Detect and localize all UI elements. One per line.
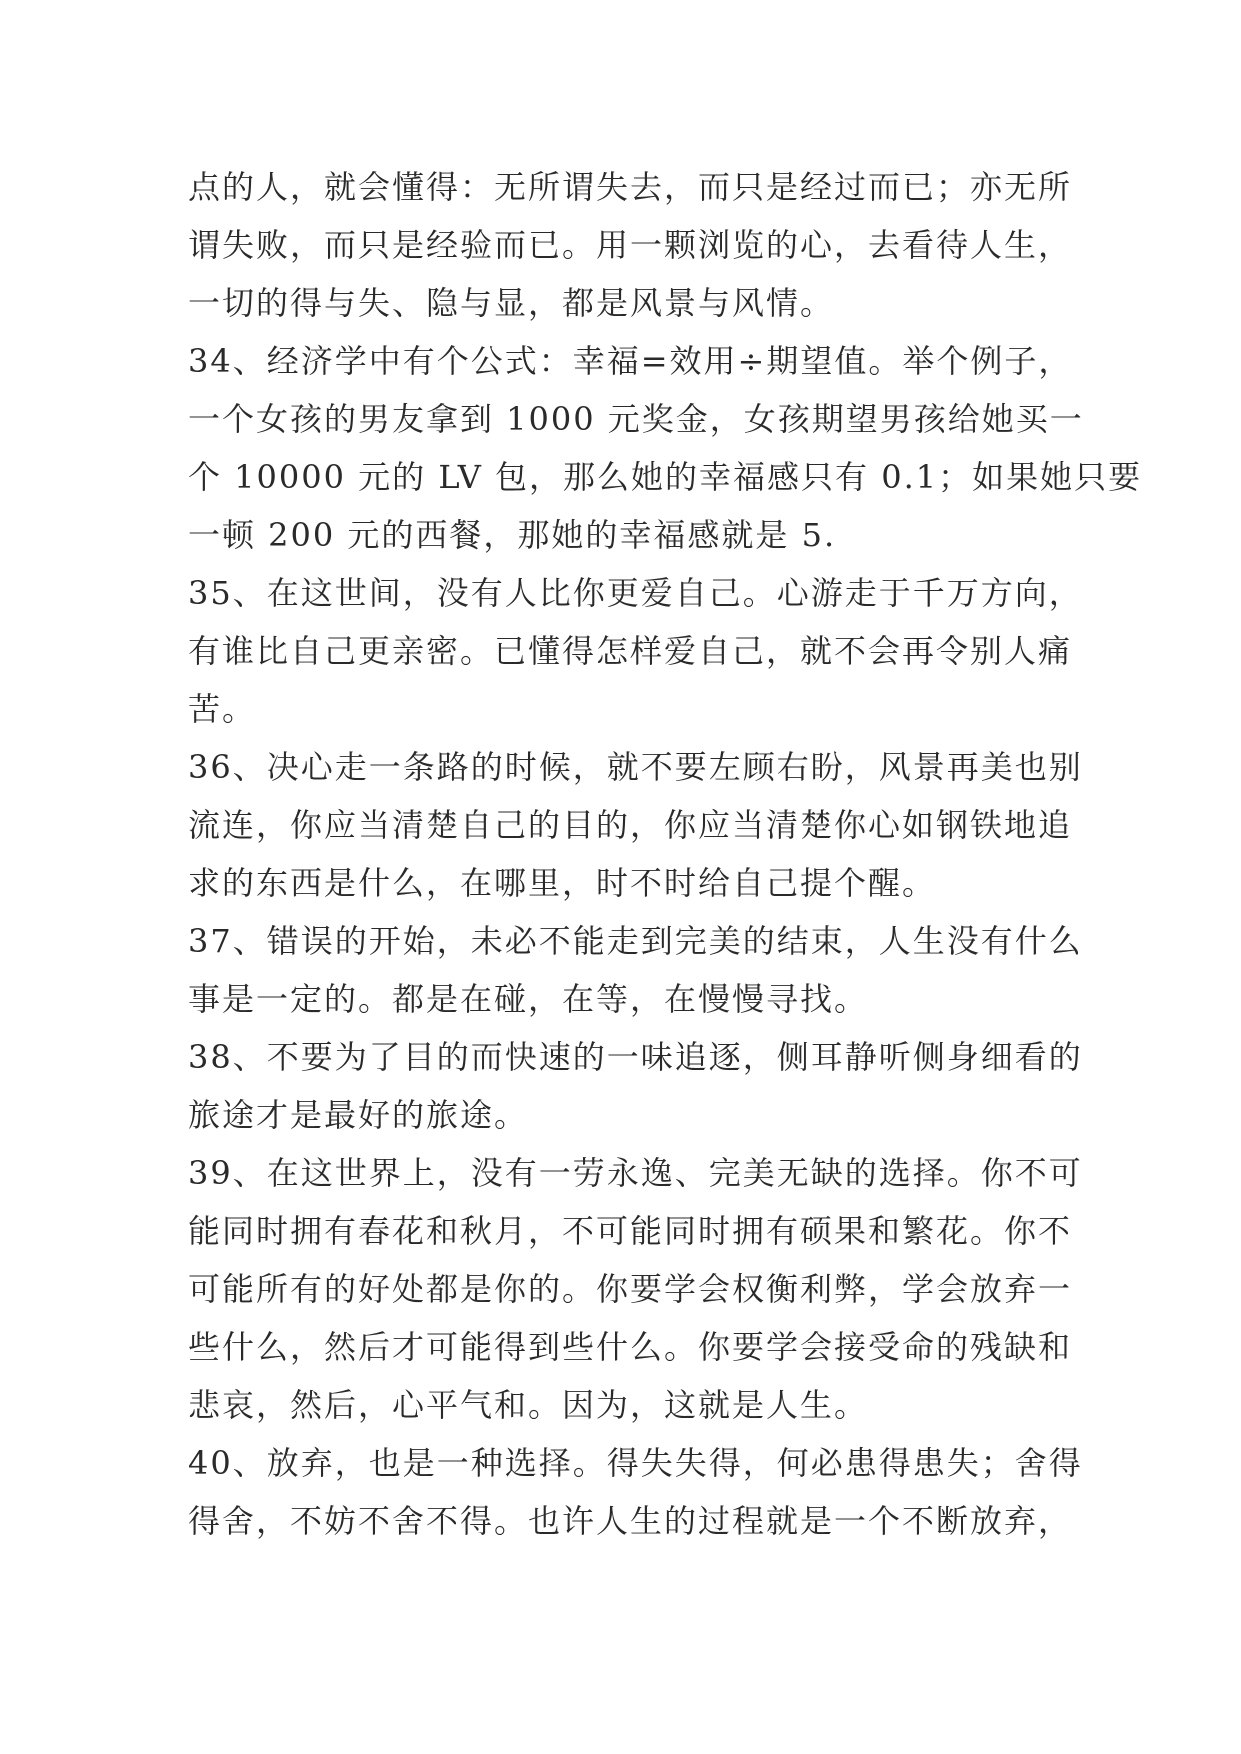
text-line: 事是一定的。都是在碰，在等，在慢慢寻找。 xyxy=(188,980,869,1018)
text-line: 苦。 xyxy=(188,690,257,728)
text-line: 40、放弃，也是一种选择。得失失得，何必患得患失；舍得 xyxy=(188,1444,1083,1482)
text-line: 些什么，然后才可能得到些什么。你要学会接受命的残缺和 xyxy=(188,1328,1073,1366)
text-line: 一顿 200 元的西餐，那她的幸福感就是 5. xyxy=(188,516,837,554)
text-line: 悲哀，然后，心平气和。因为，这就是人生。 xyxy=(188,1386,869,1424)
text-line: 点的人，就会懂得：无所谓失去，而只是经过而已；亦无所 xyxy=(188,168,1073,206)
text-line: 39、在这世界上，没有一劳永逸、完美无缺的选择。你不可 xyxy=(188,1154,1083,1192)
text-line: 得舍，不妨不舍不得。也许人生的过程就是一个不断放弃， xyxy=(188,1502,1073,1540)
text-line: 38、不要为了目的而快速的一味追逐，侧耳静听侧身细看的 xyxy=(188,1038,1083,1076)
text-line: 谓失败，而只是经验而已。用一颗浏览的心，去看待人生， xyxy=(188,226,1073,264)
text-line: 35、在这世间，没有人比你更爱自己。心游走于千万方向， xyxy=(188,574,1083,612)
text-line: 流连，你应当清楚自己的目的，你应当清楚你心如钢铁地追 xyxy=(188,806,1073,844)
text-line: 36、决心走一条路的时候，就不要左顾右盼，风景再美也别 xyxy=(188,748,1083,786)
text-line: 能同时拥有春花和秋月，不可能同时拥有硕果和繁花。你不 xyxy=(188,1212,1073,1250)
text-line: 有谁比自己更亲密。已懂得怎样爱自己，就不会再令别人痛 xyxy=(188,632,1073,670)
body-text xyxy=(188,158,1143,1550)
text-line: 旅途才是最好的旅途。 xyxy=(188,1096,529,1134)
text-line: 一切的得与失、隐与显，都是风景与风情。 xyxy=(188,284,835,322)
text-line: 34、经济学中有个公式：幸福=效用÷期望值。举个例子， xyxy=(188,342,1073,380)
text-line: 可能所有的好处都是你的。你要学会权衡利弊，学会放弃一 xyxy=(188,1270,1073,1308)
text-line: 一个女孩的男友拿到 1000 元奖金，女孩期望男孩给她买一 xyxy=(188,400,1084,438)
text-line: 37、错误的开始，未必不能走到完美的结束，人生没有什么 xyxy=(188,922,1083,960)
text-line: 个 10000 元的 LV 包，那么她的幸福感只有 0.1；如果她只要 xyxy=(188,458,1143,496)
text-line: 求的东西是什么，在哪里，时不时给自己提个醒。 xyxy=(188,864,937,902)
